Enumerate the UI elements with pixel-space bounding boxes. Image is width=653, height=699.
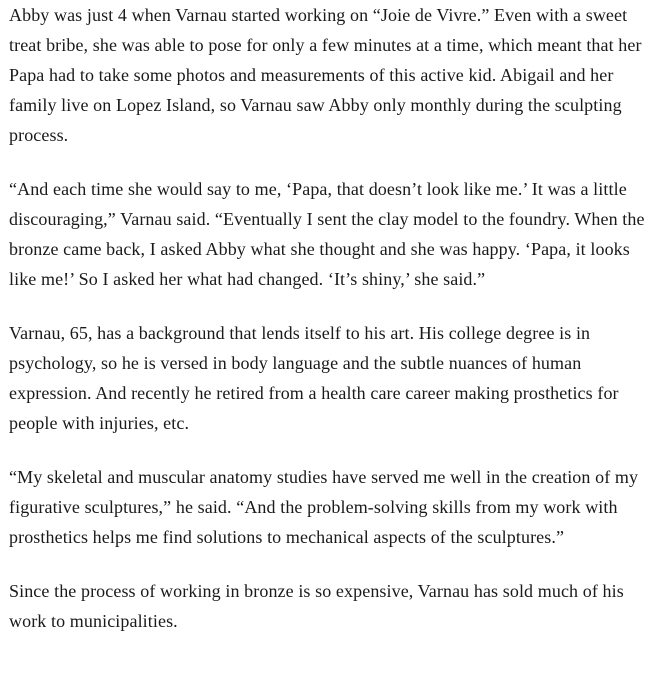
article-paragraph-3: Varnau, 65, has a background that lends itself to his art. His college degree is in psychology, so he is versed in body language and the subtle nuances of human expression. And recently he retired from a health care career making prosthetics for people with injuries, etc. [9,323,619,433]
article-paragraph-4: “My skeletal and muscular anatomy studies have served me well in the creation of my figurative sculptures,” he said. “And the problem-solving skills from my work with prosthetics helps me find solutions to mechanical aspects of the sculptures.” [9,467,639,547]
article-paragraph-5: Since the process of working in bronze is so expensive, Varnau has sold much of his work to municipalities. [9,581,624,631]
article-paragraph-2: “And each time she would say to me, ‘Papa, that doesn’t look like me.’ It was a little discouraging,” Varnau said. “Eventually I sent the clay model to the foundry. When the bronze came back, I asked Abby what she thought and she was happy. ‘Papa, it looks like me!’ So I asked her what had changed. ‘It’s shiny,’ she said.” [9,179,645,289]
article-paragraph-1: Abby was just 4 when Varnau started working on “Joie de Vivre.” Even with a sweet treat bribe, she was able to pose for only a few minutes at a time, which meant that her Papa had to take some photos and measurements of this active kid. Abigail and her family live on Lopez Island, so Varnau saw Abby only monthly during the sculpting process. [9,5,642,145]
